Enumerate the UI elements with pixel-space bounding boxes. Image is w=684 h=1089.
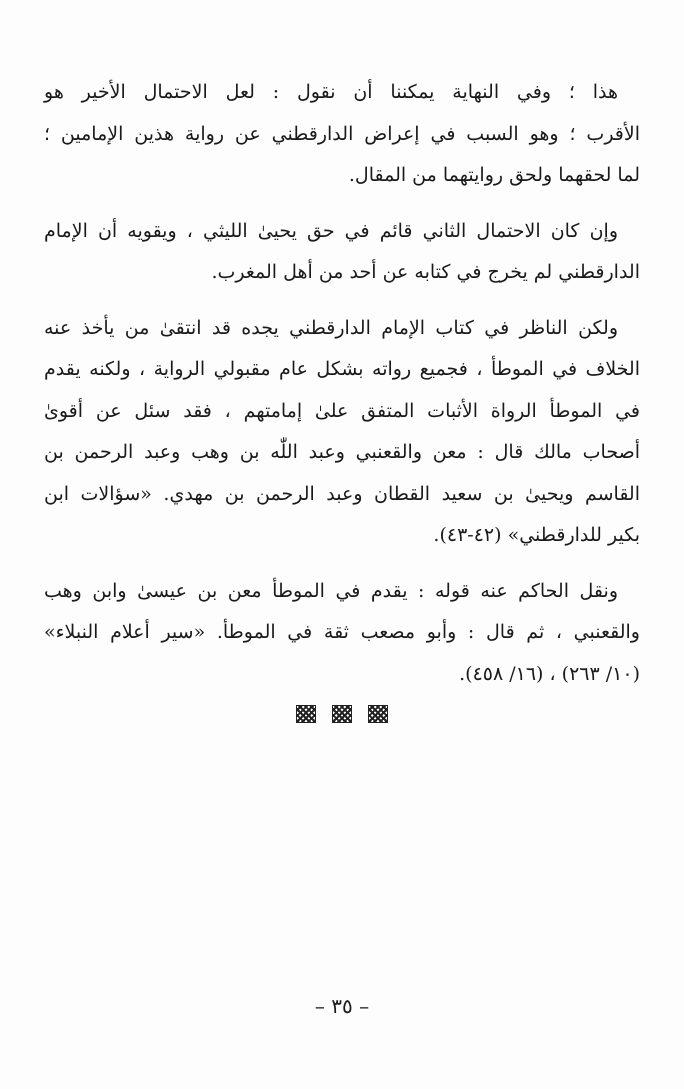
floral-ornament-icon bbox=[368, 705, 388, 723]
text-line: الأقرب ؛ وهو السبب في إعراض الدارقطني عن رواية هذين الإمامين ؛ bbox=[44, 122, 640, 145]
text-line: بكير للدارقطني» (٤٢-٤٣). bbox=[433, 524, 640, 546]
text-line: أصحاب مالك قال : معن والقعنبي وعبد اللّٰه بن وهب وعبد الرحمن بن bbox=[44, 441, 640, 463]
floral-ornament-icon bbox=[296, 705, 316, 723]
text-line: (١٠/ ٢٦٣) ، (١٦/ ٤٥٨). bbox=[459, 662, 640, 685]
section-divider bbox=[0, 705, 684, 728]
text-line: في الموطأ الرواة الأثبات المتفق علىٰ إمامتهم ، فقد سئل عن أقوىٰ bbox=[44, 399, 640, 422]
page-number: – ٣٥ – bbox=[314, 994, 370, 1018]
paragraph-3 bbox=[44, 308, 640, 557]
paragraph-4 bbox=[44, 571, 640, 696]
text-line: هذا ؛ وفي النهاية يمكننا أن نقول : لعل الاحتمال الأخير هو bbox=[44, 81, 618, 103]
body-text bbox=[44, 72, 640, 709]
floral-ornament-icon bbox=[332, 705, 352, 723]
text-line: لما لحقهما ولحق روايتهما من المقال. bbox=[348, 164, 640, 186]
paragraph-2 bbox=[44, 211, 640, 294]
text-line: الدارقطني لم يخرج في كتابه عن أحد من أهل المغرب. bbox=[211, 261, 640, 283]
text-line: القاسم ويحيىٰ بن سعيد القطان وعبد الرحمن بن مهدي. «سؤالات ابن bbox=[44, 482, 640, 505]
text-line: وإن كان الاحتمال الثاني قائم في حق يحيىٰ الليثي ، ويقويه أن الإمام bbox=[44, 219, 618, 242]
text-line: الخلاف في الموطأ ، فجميع رواته بشكل عام مقبولي الرواية ، ولكنه يقدم bbox=[44, 358, 640, 380]
text-line: ونقل الحاكم عنه قوله : يقدم في الموطأ معن بن عيسىٰ وابن وهب bbox=[44, 579, 618, 602]
paragraph-1 bbox=[44, 72, 640, 197]
text-line: ولكن الناظر في كتاب الإمام الدارقطني يجده قد انتقىٰ من يأخذ عنه bbox=[44, 316, 618, 339]
text-line: والقعنبي ، ثم قال : وأبو مصعب ثقة في الموطأ. «سير أعلام النبلاء» bbox=[44, 621, 640, 643]
